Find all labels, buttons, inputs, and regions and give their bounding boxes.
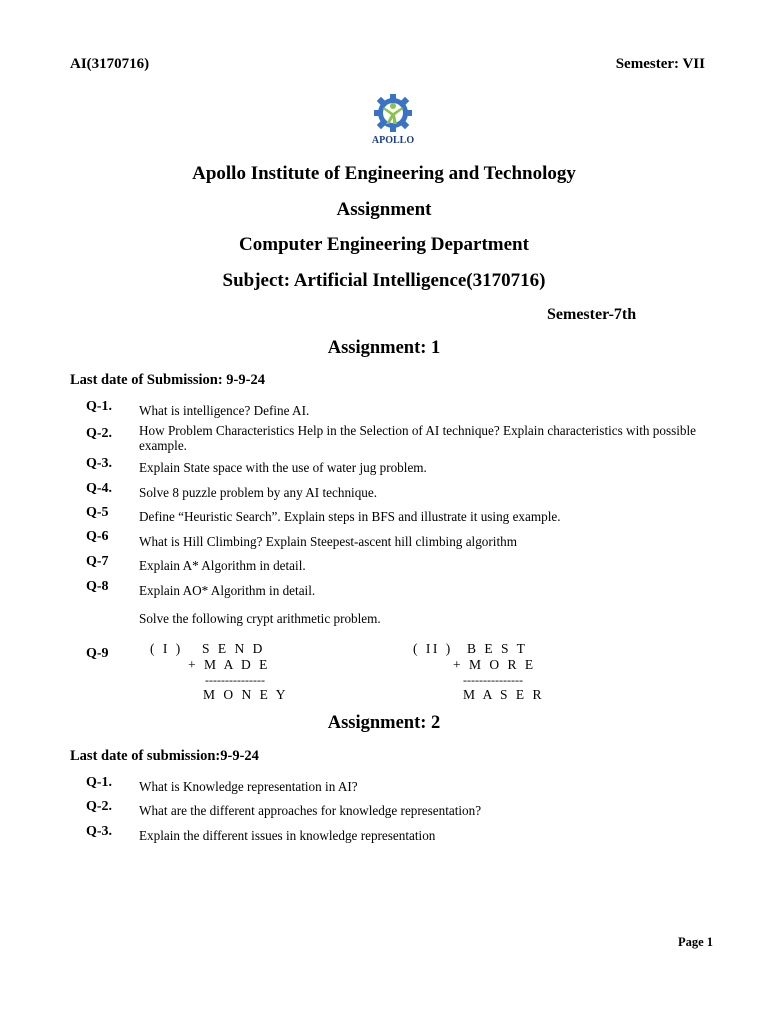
a1-q5-text: Define “Heuristic Search”. Explain steps in BFS and illustrate it using example. xyxy=(139,509,561,524)
a2-q2-label: Q-2. xyxy=(86,799,113,814)
crypt-2-dashes: --------------- xyxy=(463,673,523,687)
assignment-2-heading: Assignment: 2 xyxy=(327,713,441,733)
assignment-1-due-date: Last date of Submission: 9-9-24 xyxy=(70,372,265,388)
crypt-1-number: ( I ) xyxy=(150,641,183,656)
a2-q2-text: What are the different approaches for knowledge representation? xyxy=(139,803,482,818)
crypt-2-number: ( II ) xyxy=(413,641,453,656)
header-semester: Semester: VII xyxy=(615,56,705,72)
a2-q1-text: What is Knowledge representation in AI? xyxy=(139,779,358,794)
crypt-1-line2: + M A D E xyxy=(188,657,270,672)
a1-q3-label: Q-3. xyxy=(86,456,113,471)
a1-q4-text: Solve 8 puzzle problem by any AI technique. xyxy=(139,485,378,500)
gear-logo-icon xyxy=(364,93,422,147)
a1-q2-text: How Problem Characteristics Help in the Selection of AI technique? Explain characteristics with possible example. xyxy=(139,423,697,453)
institute-title: Apollo Institute of Engineering and Technology xyxy=(192,163,576,184)
a1-q6-text: What is Hill Climbing? Explain Steepest-ascent hill climbing algorithm xyxy=(139,534,517,549)
a1-q7-text: Explain A* Algorithm in detail. xyxy=(139,558,306,573)
crypt-1-result: M O N E Y xyxy=(203,687,288,702)
assignment-title: Assignment xyxy=(336,199,432,220)
crypt-2-result: M A S E R xyxy=(463,687,545,702)
a1-q9-label: Q-9 xyxy=(86,646,109,661)
subject-title: Subject: Artificial Intelligence(3170716) xyxy=(222,270,546,291)
a1-q7-label: Q-7 xyxy=(86,554,109,569)
course-code: AI(3170716) xyxy=(70,56,150,72)
a1-q5-label: Q-5 xyxy=(86,505,109,520)
logo-text: APOLLO xyxy=(371,135,415,146)
a1-q9-intro: Solve the following crypt arithmetic problem. xyxy=(139,611,381,626)
a1-q1-label: Q-1. xyxy=(86,399,113,414)
semester-label: Semester-7th xyxy=(547,306,637,323)
crypt-1-dashes: --------------- xyxy=(205,673,265,687)
crypt-1-line1: S E N D xyxy=(202,641,265,656)
a1-q8-label: Q-8 xyxy=(86,579,109,594)
a2-q3-label: Q-3. xyxy=(86,824,113,839)
a2-q3-text: Explain the different issues in knowledge representation xyxy=(139,828,436,843)
department-title: Computer Engineering Department xyxy=(239,234,529,255)
apollo-logo xyxy=(364,93,422,147)
crypt-2-line2: + M O R E xyxy=(453,657,536,672)
crypt-2-line1: B E S T xyxy=(467,641,528,656)
assignment-1-heading: Assignment: 1 xyxy=(327,338,441,358)
a1-q2-label: Q-2. xyxy=(86,426,113,441)
a1-q3-text: Explain State space with the use of water jug problem. xyxy=(139,460,427,475)
a1-q1-text: What is intelligence? Define AI. xyxy=(139,403,310,418)
a1-q4-label: Q-4. xyxy=(86,481,113,496)
assignment-2-due-date: Last date of submission:9-9-24 xyxy=(70,748,259,764)
a2-q1-label: Q-1. xyxy=(86,775,113,790)
a1-q8-text: Explain AO* Algorithm in detail. xyxy=(139,583,316,598)
page-number: Page 1 xyxy=(678,935,714,949)
a1-q6-label: Q-6 xyxy=(86,529,109,544)
